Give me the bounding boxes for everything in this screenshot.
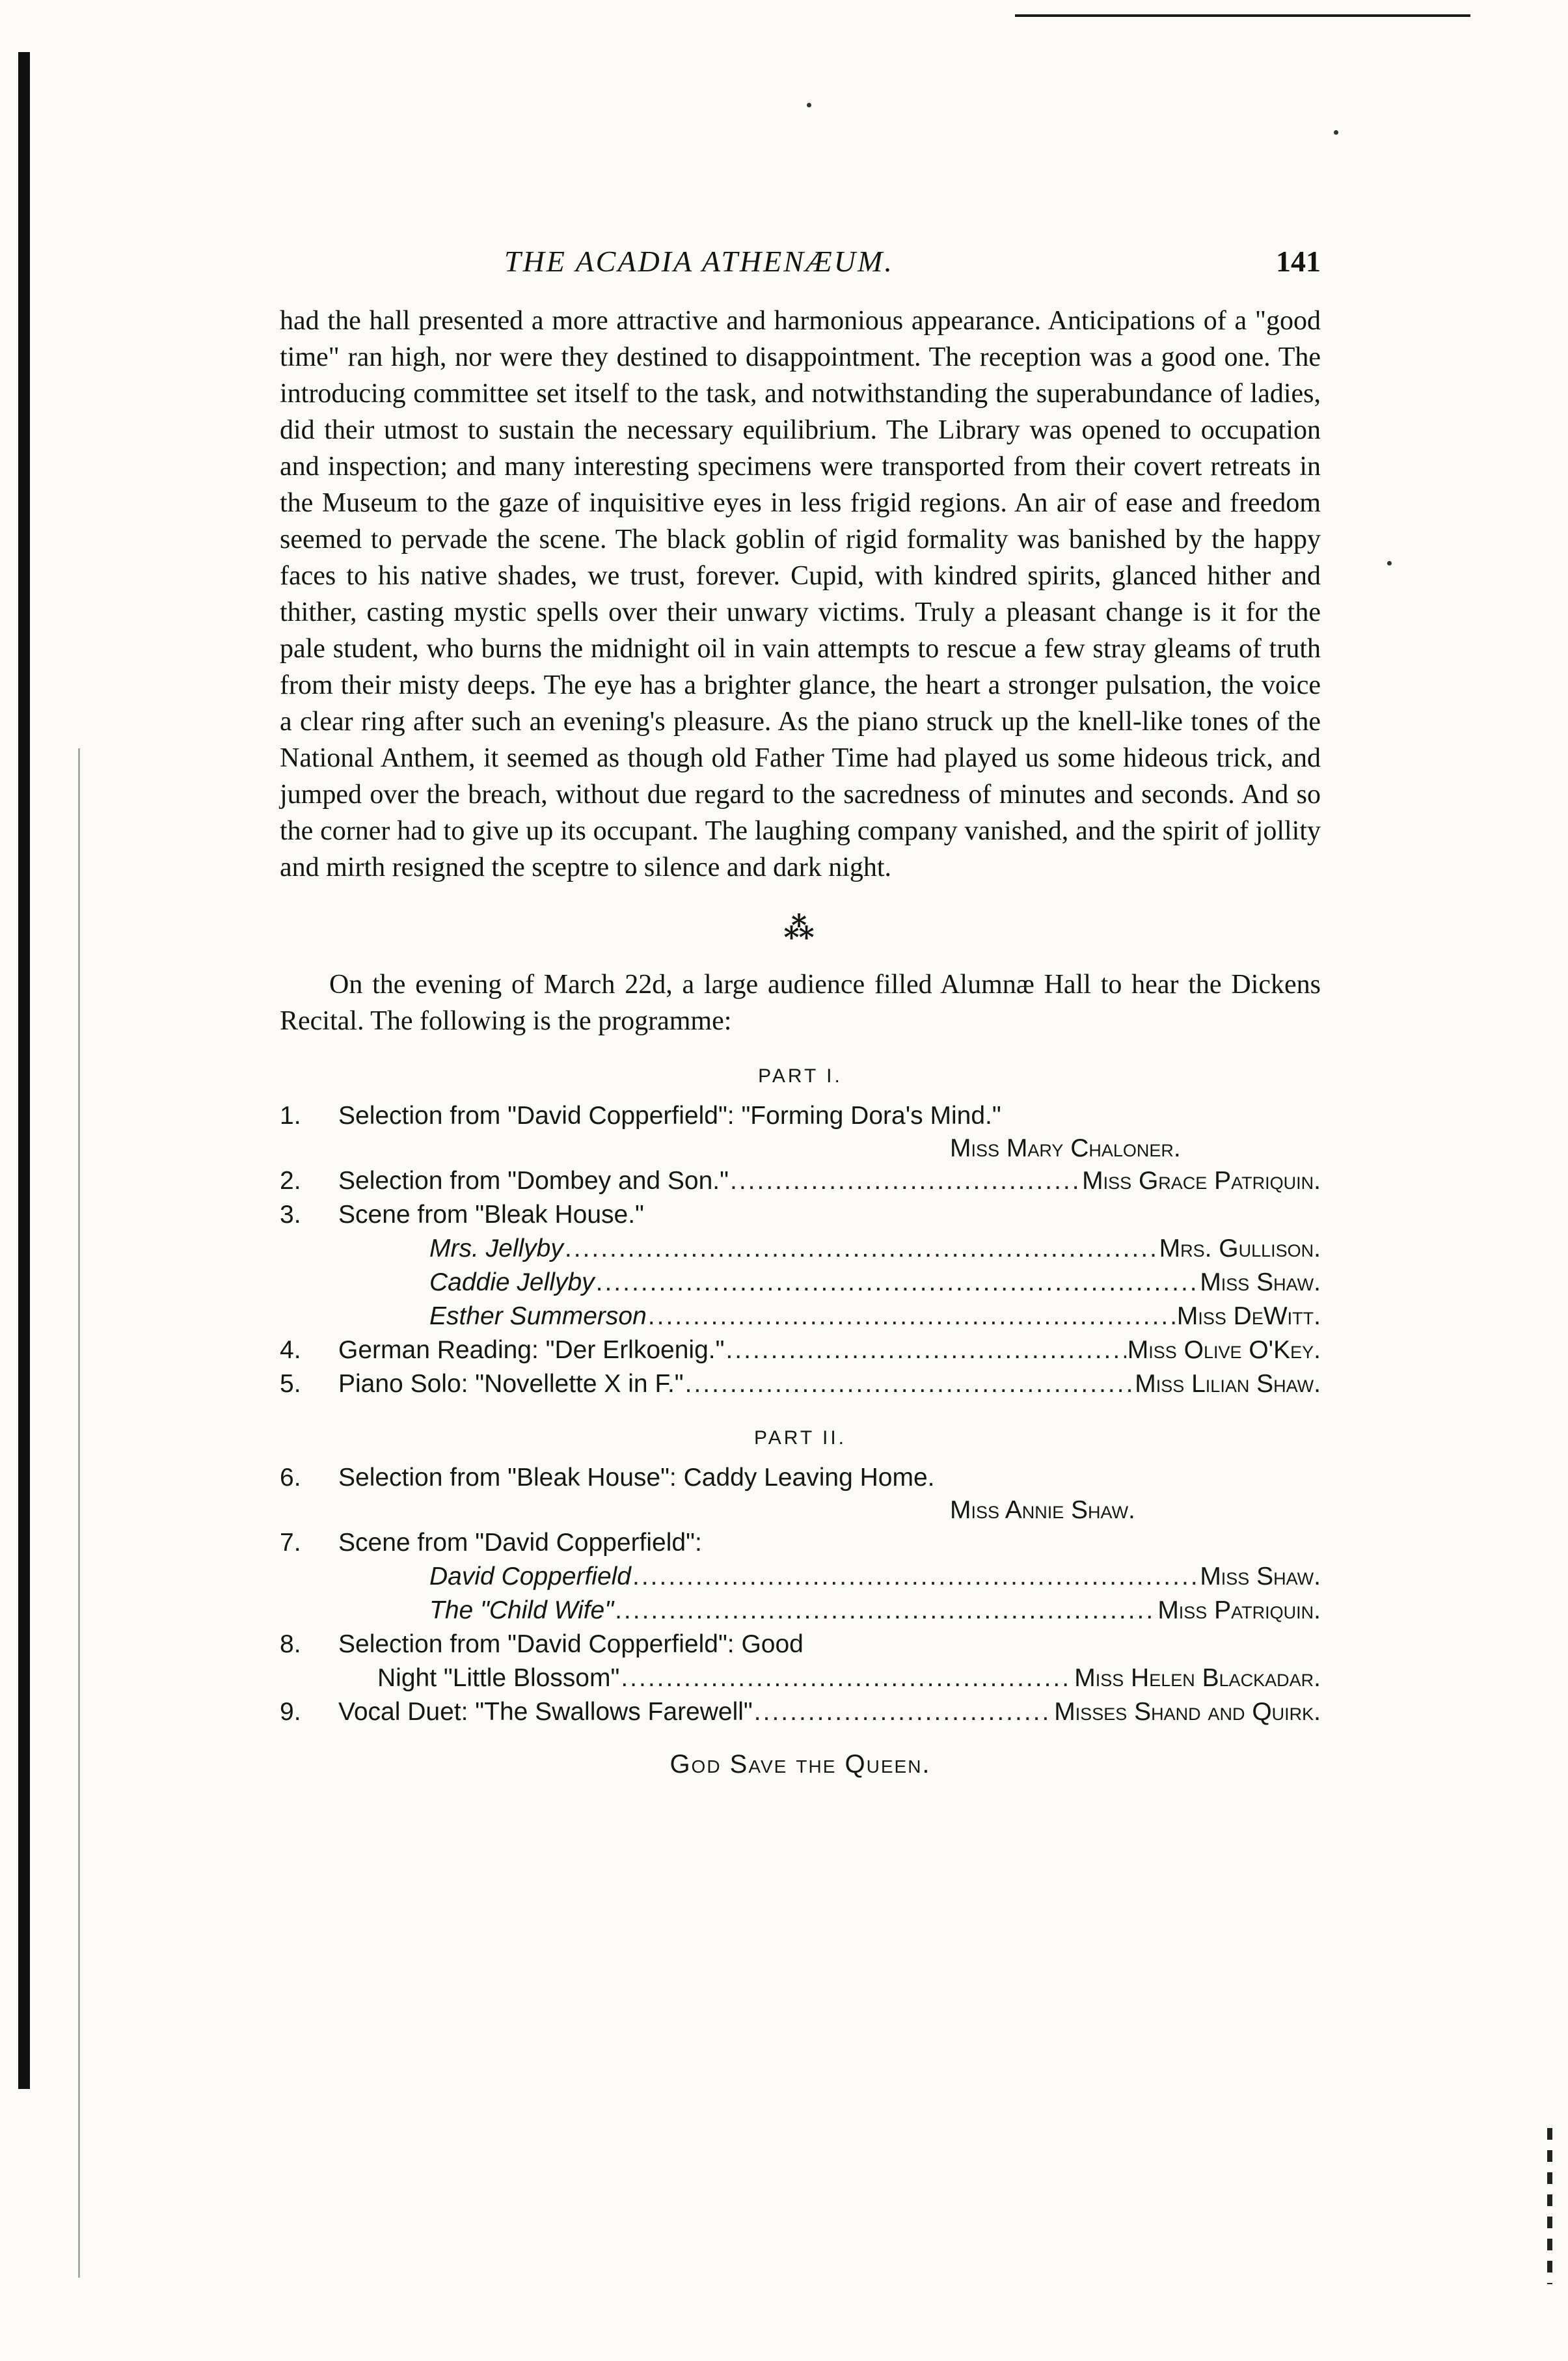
paragraph: had the hall presented a more attractive and harmonious appearance. Anticipations of a "good time" ran high, nor were they destined to disappointment. The reception was a good one. The introducing committee set itself to the task, and notwithstanding the superabundance of ladies, did their utmost to sustain the necessary equilibrium. The Library was opened to occupation and inspection; and many interesting specimens were transported from their covert retreats in the Museum to the gaze of inquisitive eyes in less frigid regions. An air of ease and freedom seemed to pervade the scene. The black goblin of rigid formality was banished by the happy faces to his native shades, we trust, forever. Cupid, with kindred spirits, glanced hither and thither, casting mystic spells over their unwary victims. Truly a pleasant change is it for the pale student, who burns the midnight oil in vain attempts to rescue a few stray gleams of truth from their misty deeps. The eye has a brighter glance, the heart a stronger pulsation, the voice a clear ring after such an evening's pleasure. As the piano struck up the knell-like tones of the National Anthem, it seemed as though old Father Time had played us some hideous trick, and jumped over the breach, without due regard to the sacredness of minutes and seconds. And so the corner had to give up its occupant. The laughing company vanished, and the spirit of jollity and mirth resigned the sceptre to silence and dark night. <box>280 306 1321 882</box>
scan-rule-top <box>1015 14 1470 17</box>
item-number: 1. <box>280 1102 301 1130</box>
item-number: 3. <box>280 1201 301 1229</box>
item-number: 7. <box>280 1529 301 1557</box>
item-piece: Night "Little Blossom" <box>377 1664 620 1692</box>
role-row <box>280 1232 1321 1266</box>
closing-line: God Save the Queen. <box>669 1750 931 1779</box>
scan-speck <box>1334 130 1338 135</box>
item-performer: Miss Mary Chaloner. <box>950 1134 1181 1162</box>
item-piece: Selection from "Dombey and Son." <box>338 1167 729 1195</box>
article-body <box>280 303 1321 1039</box>
leader-dots <box>730 1164 1081 1198</box>
item-number: 4. <box>280 1336 301 1364</box>
page-number: 141 <box>1276 245 1321 278</box>
role-name: David Copperfield <box>429 1563 632 1590</box>
role-row <box>280 1560 1321 1594</box>
scan-speck <box>807 103 811 107</box>
paragraph: On the evening of March 22d, a large audience filled Alumnæ Hall to hear the Dickens Recital. The following is the programme: <box>280 970 1321 1036</box>
item-performer: Miss Olive O'Key. <box>1127 1336 1321 1364</box>
item-number: 9. <box>280 1698 301 1726</box>
programme-item <box>280 1164 1321 1198</box>
item-performer: Misses Shand and Quirk. <box>1054 1698 1321 1726</box>
item-performer: Miss Shaw. <box>1200 1268 1321 1296</box>
item-piece: Vocal Duet: "The Swallows Farewell" <box>338 1698 753 1726</box>
leader-dots <box>632 1560 1198 1594</box>
item-performer: Miss Shaw. <box>1200 1563 1321 1590</box>
programme <box>280 1065 1321 1779</box>
item-number: 6. <box>280 1464 301 1492</box>
role-name: Mrs. Jellyby <box>429 1235 563 1262</box>
running-head <box>280 244 1321 290</box>
programme-item <box>280 1099 1321 1133</box>
role-name: Esther Summerson <box>429 1302 647 1330</box>
role-name: The "Child Wife" <box>429 1596 614 1624</box>
programme-item <box>280 1333 1321 1367</box>
leader-dots <box>648 1300 1176 1333</box>
item-number: 8. <box>280 1630 301 1658</box>
leader-dots <box>596 1266 1199 1300</box>
scan-binding-edge <box>18 52 30 2089</box>
part-heading: PART II. <box>753 1427 847 1449</box>
item-piece: Scene from "David Copperfield": <box>338 1529 702 1557</box>
item-piece: Scene from "Bleak House." <box>338 1201 644 1229</box>
leader-dots <box>685 1367 1134 1401</box>
item-piece: Selection from "Bleak House": Caddy Leaving Home. <box>338 1464 935 1492</box>
programme-item <box>280 1461 1321 1495</box>
leader-dots <box>725 1333 1126 1367</box>
role-row <box>280 1300 1321 1333</box>
item-performer: Miss Grace Patriquin. <box>1082 1167 1321 1195</box>
role-row <box>280 1594 1321 1628</box>
programme-item <box>280 1198 1321 1232</box>
item-piece: German Reading: "Der Erlkoenig." <box>338 1336 725 1364</box>
programme-item <box>280 1367 1321 1401</box>
item-performer: Miss Lilian Shaw. <box>1135 1370 1321 1398</box>
item-performer: Miss Patriquin. <box>1157 1596 1321 1624</box>
part-heading: PART I. <box>758 1065 843 1087</box>
role-row <box>280 1266 1321 1300</box>
journal-title: THE ACADIA ATHENÆUM. <box>504 245 894 278</box>
programme-item <box>280 1695 1321 1729</box>
programme-item <box>280 1526 1321 1560</box>
item-performer: Miss Helen Blackadar. <box>1074 1664 1321 1692</box>
item-number: 2. <box>280 1167 301 1195</box>
leader-dots <box>621 1661 1073 1695</box>
asterism: ⁂ <box>783 912 817 945</box>
role-name: Caddie Jellyby <box>429 1268 595 1296</box>
page <box>280 244 1321 1779</box>
item-piece: Selection from "David Copperfield": Good <box>338 1630 804 1658</box>
item-piece: Piano Solo: "Novellette X in F." <box>338 1370 684 1398</box>
item-performer: Miss DeWitt. <box>1176 1302 1321 1330</box>
scan-speck <box>1387 561 1392 566</box>
item-piece: Selection from "David Copperfield": "Forming Dora's Mind." <box>338 1102 1001 1130</box>
programme-item <box>280 1628 1321 1661</box>
item-performer: Miss Annie Shaw. <box>950 1496 1135 1524</box>
scan-shadow-line <box>78 748 80 2278</box>
item-number: 5. <box>280 1370 301 1398</box>
continuation-row <box>280 1661 1321 1695</box>
leader-dots <box>615 1594 1156 1628</box>
leader-dots <box>754 1695 1053 1729</box>
scan-mark-right <box>1547 2128 1552 2284</box>
item-performer: Mrs. Gullison. <box>1159 1235 1321 1262</box>
leader-dots <box>565 1232 1158 1266</box>
